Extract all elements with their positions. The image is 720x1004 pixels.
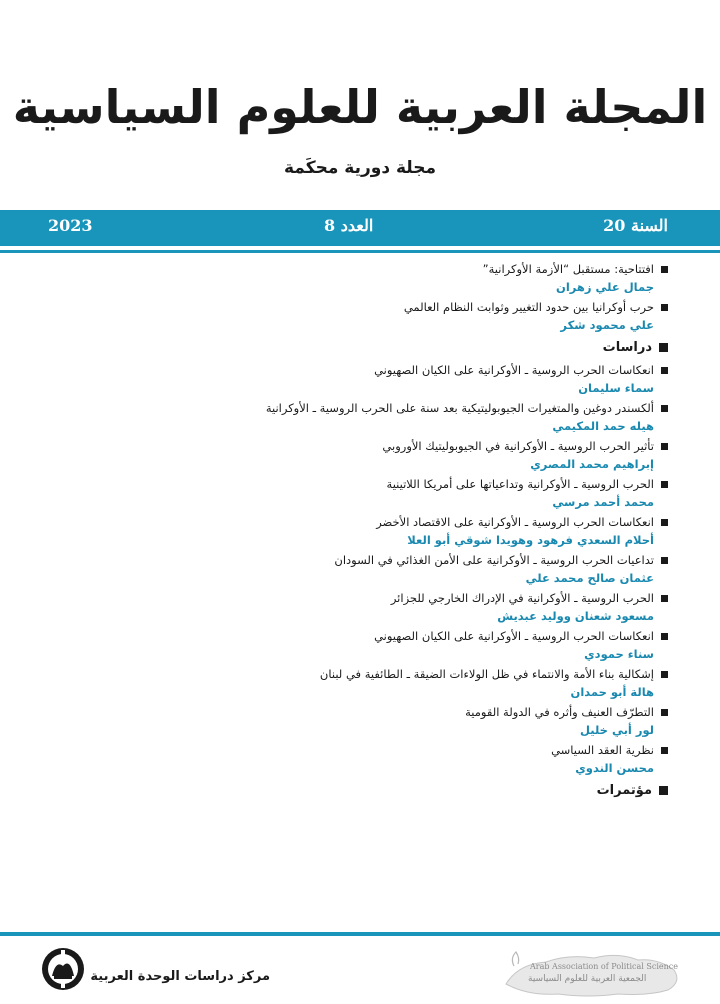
- toc-author: لور أبي خليل: [580, 723, 654, 737]
- toc-author: أحلام السعدي فرهود وهويدا شوقي أبو العلا: [407, 533, 654, 547]
- toc-author: جمال علي زهران: [556, 280, 654, 294]
- toc-title: تداعيات الحرب الروسية ـ الأوكرانية على الأمن الغذائي في السودان: [334, 553, 654, 567]
- toc-author: محسن الندوي: [575, 761, 654, 775]
- bullet-icon: [661, 671, 668, 678]
- toc-author: إبراهيم محمد المصري: [530, 457, 654, 471]
- toc-title: نظرية العقد السياسي: [551, 743, 654, 757]
- bullet-icon: [661, 304, 668, 311]
- toc-section-studies: [228, 340, 668, 355]
- toc-author: سناء حمودي: [584, 647, 654, 661]
- footer-divider: [0, 932, 720, 936]
- page-subtitle: مجلة دورية محكَمة: [283, 158, 436, 178]
- issue-number: العدد 8: [324, 216, 374, 235]
- toc-section-label: مؤتمرات: [596, 783, 652, 798]
- toc-section-conferences: [228, 783, 668, 798]
- toc-title: التطرّف العنيف وأثره في الدولة القومية: [465, 705, 654, 719]
- toc-item: [228, 743, 668, 775]
- issue-info-bar: [0, 210, 720, 246]
- toc-title: تأثير الحرب الروسية ـ الأوكرانية في الجيوبوليتيك الأوروبي: [382, 439, 654, 453]
- toc-author: سماء سليمان: [578, 381, 654, 395]
- toc-title: الحرب الروسية ـ الأوكرانية في الإدراك الخارجي للجزائر: [390, 591, 654, 605]
- toc-author: محمد أحمد مرسي: [552, 495, 654, 509]
- association-logo: [498, 944, 688, 1000]
- toc-title: ألكسندر دوغين والمتغيرات الجيوبوليتيكية بعد سنة على الحرب الروسية ـ الأوكرانية: [265, 401, 654, 415]
- toc-item: [228, 300, 668, 332]
- bullet-icon: [659, 343, 668, 352]
- arab-world-map-icon: [498, 944, 688, 1000]
- toc-title: افتتاحية: مستقبل “الأزمة الأوكرانية”: [482, 262, 654, 276]
- toc-title: انعكاسات الحرب الروسية ـ الأوكرانية على الاقتصاد الأخضر: [376, 515, 654, 529]
- toc-author: هالة أبو حمدان: [570, 685, 654, 699]
- toc-title: حرب أوكرانيا بين حدود التغيير وثوابت النظام العالمي: [403, 300, 654, 314]
- issue-year: 2023: [48, 216, 93, 235]
- toc-author: عثمان صالح محمد علي: [525, 571, 654, 585]
- bullet-icon: [659, 786, 668, 795]
- page-title: المجلة العربية للعلوم السياسية: [12, 80, 708, 134]
- association-name-ar: الجمعية العربية للعلوم السياسية: [528, 974, 647, 984]
- toc-title: انعكاسات الحرب الروسية ـ الأوكرانية على الكيان الصهيوني: [374, 363, 654, 377]
- bullet-icon: [661, 519, 668, 526]
- toc-author: علي محمود شكر: [560, 318, 654, 332]
- bullet-icon: [661, 747, 668, 754]
- toc-item: [228, 591, 668, 623]
- publisher-logo: [40, 946, 270, 996]
- publisher-name: مركز دراسات الوحدة العربية: [90, 969, 270, 984]
- association-name-en: Arab Association of Political Science: [530, 962, 678, 971]
- bullet-icon: [661, 367, 668, 374]
- bullet-icon: [661, 266, 668, 273]
- toc-item: [228, 477, 668, 509]
- toc-author: هيله حمد المكيمي: [552, 419, 654, 433]
- bullet-icon: [661, 481, 668, 488]
- toc-title: إشكالية بناء الأمة والانتماء في ظل الولاءات الضيقة ـ الطائفية في لبنان: [319, 667, 654, 681]
- bullet-icon: [661, 709, 668, 716]
- toc-section-label: دراسات: [602, 340, 652, 355]
- publisher-emblem-icon: [40, 946, 86, 992]
- toc-item: [228, 262, 668, 294]
- issue-volume: السنة 20: [603, 216, 668, 235]
- bullet-icon: [661, 595, 668, 602]
- toc-item: [228, 629, 668, 661]
- bullet-icon: [661, 405, 668, 412]
- toc-item: [228, 401, 668, 433]
- toc-author: مسعود شعنان ووليد عبديش: [497, 609, 654, 623]
- toc-item: [228, 667, 668, 699]
- toc-item: [228, 439, 668, 471]
- bullet-icon: [661, 633, 668, 640]
- toc-item: [228, 515, 668, 547]
- toc-title: انعكاسات الحرب الروسية ـ الأوكرانية على الكيان الصهيوني: [374, 629, 654, 643]
- toc-item: [228, 553, 668, 585]
- divider-line: [0, 250, 720, 253]
- bullet-icon: [661, 443, 668, 450]
- bullet-icon: [661, 557, 668, 564]
- table-of-contents: [228, 262, 668, 806]
- toc-item: [228, 705, 668, 737]
- toc-item: [228, 363, 668, 395]
- toc-title: الحرب الروسية ـ الأوكرانية وتداعياتها على أمريكا اللاتينية: [386, 477, 654, 491]
